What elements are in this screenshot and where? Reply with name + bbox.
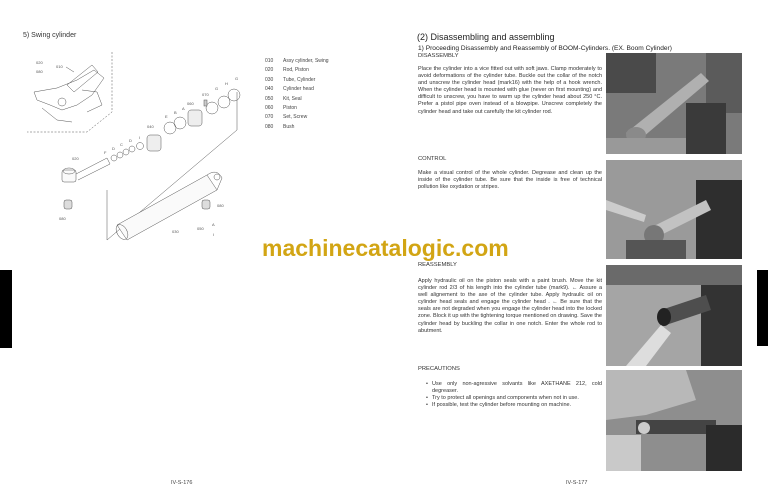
svg-text:H: H xyxy=(225,81,228,86)
precaution-item: • Try to protect all openings and components when not in use. xyxy=(426,395,602,402)
chapter-tab-left xyxy=(0,270,12,348)
svg-text:D: D xyxy=(129,138,132,143)
parts-list-row: 010 Assy cylinder, Swing xyxy=(265,58,329,64)
svg-text:010: 010 xyxy=(56,64,63,69)
svg-text:050: 050 xyxy=(197,226,204,231)
reassembly-title: REASSEMBLY xyxy=(418,262,457,268)
svg-text:B: B xyxy=(174,110,177,115)
section-title-swing-cylinder: 5) Swing cylinder xyxy=(23,32,77,39)
parts-list-row: 050 Kit, Seal xyxy=(265,95,302,102)
svg-text:D: D xyxy=(112,146,115,151)
page-number-left: IV-S-176 xyxy=(171,480,193,486)
piston-rod xyxy=(62,158,110,182)
svg-text:060: 060 xyxy=(187,101,194,106)
svg-text:G: G xyxy=(235,76,239,81)
excavator-inset-sketch xyxy=(34,65,104,122)
disassembly-text: Place the cylinder into a vice fitted out with soft jaws. Clamp moderately to avoid deformations of the cylinder tube. Buckle out the collar of the notch and unscrew the cylinder head (mark16) with the help of a hook wrench. When the cylinder head is mounted with glue (never on first mounting) and difficult to unscrew, you have to warm up the cylinder head about 250 °C. Prefer a pistol pipe oven instead of a blowpipe. Unscrew completely the cylinder head and take out carefully the kit cylinder rod. xyxy=(418,66,602,115)
svg-text:080: 080 xyxy=(59,216,66,221)
control-text: Make a visual control of the whole cylinder. Degrease and clean up the inside of the cylinder tube. Be sure that the inside is free of technical pollution like oxydation or stripes. xyxy=(418,170,602,191)
parts-list-row: 070 Set, Screw xyxy=(265,114,308,121)
photo-reassembly xyxy=(606,265,742,366)
parts-list-row: 030 Tube, Cylinder xyxy=(265,76,316,83)
svg-text:020: 020 xyxy=(36,60,43,65)
svg-text:020: 020 xyxy=(72,156,79,161)
svg-text:080: 080 xyxy=(36,69,43,74)
svg-text:030: 030 xyxy=(172,229,179,234)
parts-list xyxy=(265,57,329,132)
photo-disassembly xyxy=(606,53,742,154)
svg-text:A: A xyxy=(212,222,215,227)
svg-text:080: 080 xyxy=(217,203,224,208)
precaution-item: • If possible, test the cylinder before mounting on machine. xyxy=(426,402,602,409)
parts-list-row: 020 Rod, Piston xyxy=(265,67,309,74)
precaution-item: • Use only non-agressive solvants like AXETHANE 212, cold degreaser. xyxy=(426,381,602,395)
chapter-tab-right xyxy=(757,270,768,346)
parts-list-row: 080 Bush xyxy=(265,123,295,130)
parts-list-row: 040 Cylinder head xyxy=(265,86,314,93)
precautions-title: PRECAUTIONS xyxy=(418,366,460,372)
svg-text:C: C xyxy=(120,142,123,147)
svg-text:I: I xyxy=(213,232,215,237)
exploded-view-diagram xyxy=(22,50,247,245)
disassembly-title: DISASSEMBLY xyxy=(418,53,459,59)
svg-text:G: G xyxy=(215,86,219,91)
reassembly-text: Apply hydraulic oil on the piston seals with a paint brush. Move the kit cylinder rod 2/3 of his length into the cylinder tube (mark9). ← Assure a well alignement to the axe of the cylinder tube. Apply hydraulic oil on cylinder head seals and engage the cylinder head . ← Be sure that the seals are not degraded when you engage the cylinder head into the locked zone. Block it up with the tightening torque mentioned on drawing. Save the cylinder head by buckling the collar in one notch. Enter the whole rod to abutment. xyxy=(418,278,602,334)
section-subheading: 1) Proceeding Disassembly and Reassembly of BOOM-Cylinders. (EX. Boom Cylinder) xyxy=(418,45,672,52)
parts-list-row: 060 Piston xyxy=(265,105,297,112)
section-heading: (2) Disassembling and assembling xyxy=(417,32,555,42)
svg-text:070: 070 xyxy=(202,92,209,97)
seal-rings xyxy=(111,89,240,161)
svg-text:040: 040 xyxy=(147,124,154,129)
control-title: CONTROL xyxy=(418,156,447,162)
photo-control xyxy=(606,160,742,259)
svg-text:I: I xyxy=(139,135,141,140)
svg-text:E: E xyxy=(165,114,168,119)
svg-text:A: A xyxy=(182,106,185,111)
watermark: machinecatalogic.com xyxy=(262,235,509,261)
svg-text:F: F xyxy=(104,150,107,155)
page-number-right: IV-S-177 xyxy=(566,480,588,486)
precautions-list xyxy=(426,381,602,409)
photo-precautions xyxy=(606,370,742,471)
